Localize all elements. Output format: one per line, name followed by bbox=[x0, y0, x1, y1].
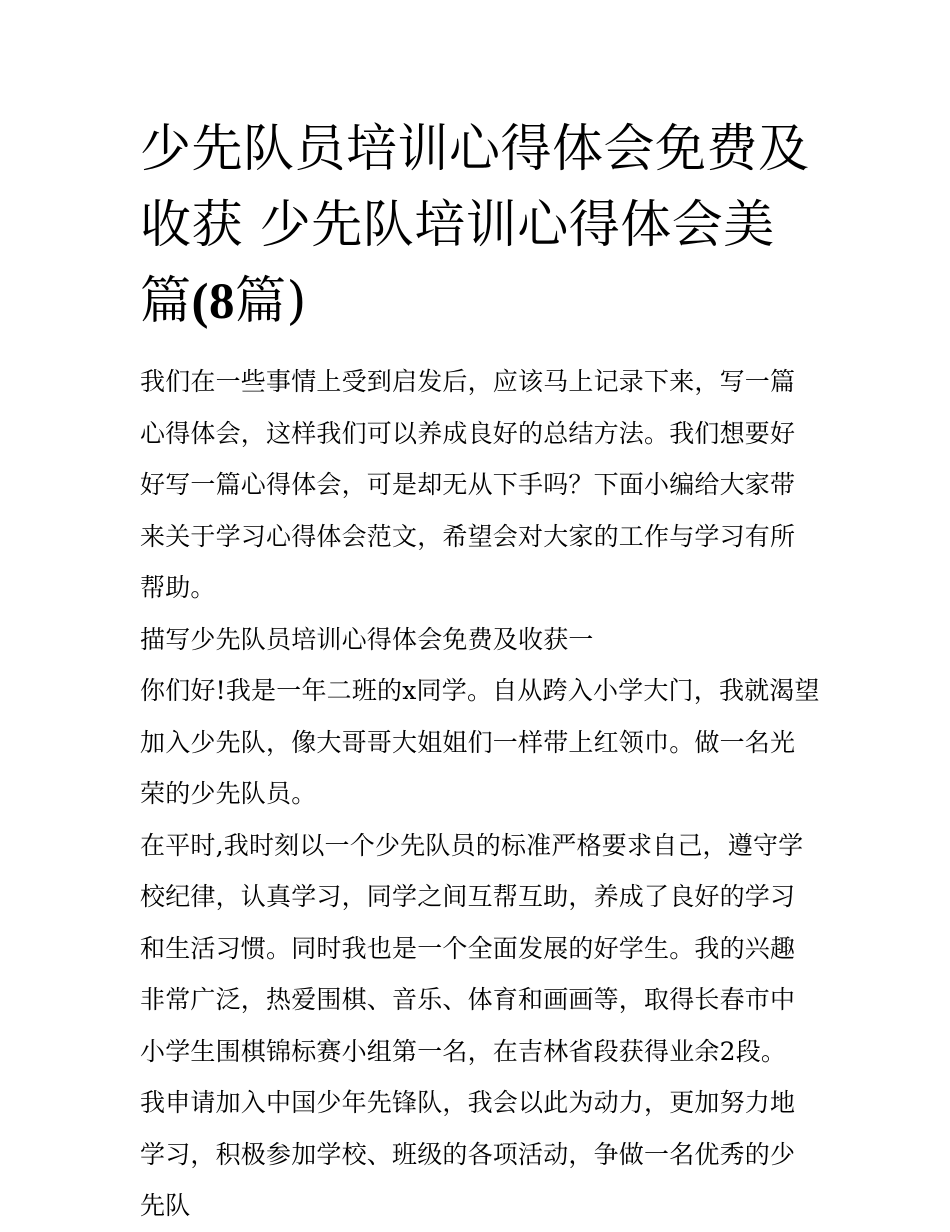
title-count: (8 bbox=[191, 274, 235, 330]
document-body bbox=[140, 356, 820, 1232]
body-paragraph: 我申请加入中国少年先锋队，我会以此为动力，更加努力地学习，积极参加学校、班级的各项活动，争做一名优秀的少先队 bbox=[140, 1088, 796, 1220]
section-heading: 描写少先队员培训心得体会免费及收获一 bbox=[140, 624, 594, 654]
body-paragraph: 你们好!我是一年二班的x同学。自从跨入小学大门，我就渴望加入少先队，像大哥哥大姐姐们一样带上红领巾。做一名光荣的少先队员。 bbox=[140, 676, 820, 808]
intro-paragraph: 我们在一些事情上受到启发后，应该马上记录下来，写一篇心得体会，这样我们可以养成良好的总结方法。我们想要好好写一篇心得体会，可是却无从下手吗？下面小编给大家带来关于学习心得体会范文，希望会对大家的工作与学习有所帮助。 bbox=[140, 367, 796, 602]
body-paragraph: 在平时,我时刻以一个少先队员的标准严格要求自己，遵守学校纪律，认真学习，同学之间互帮互助，养成了良好的学习和生活习惯。同时我也是一个全面发展的好学生。我的兴趣非常广泛，热爱围棋、音乐、体育和画画等，取得长春市中小学生围棋锦标赛小组第一名，在吉林省段获得业余2段。 bbox=[140, 830, 804, 1066]
document-page bbox=[140, 112, 820, 1232]
document-title: 少先队员培训心得体会免费及收获 少先队培训心得体会美篇(8篇) bbox=[140, 120, 810, 331]
